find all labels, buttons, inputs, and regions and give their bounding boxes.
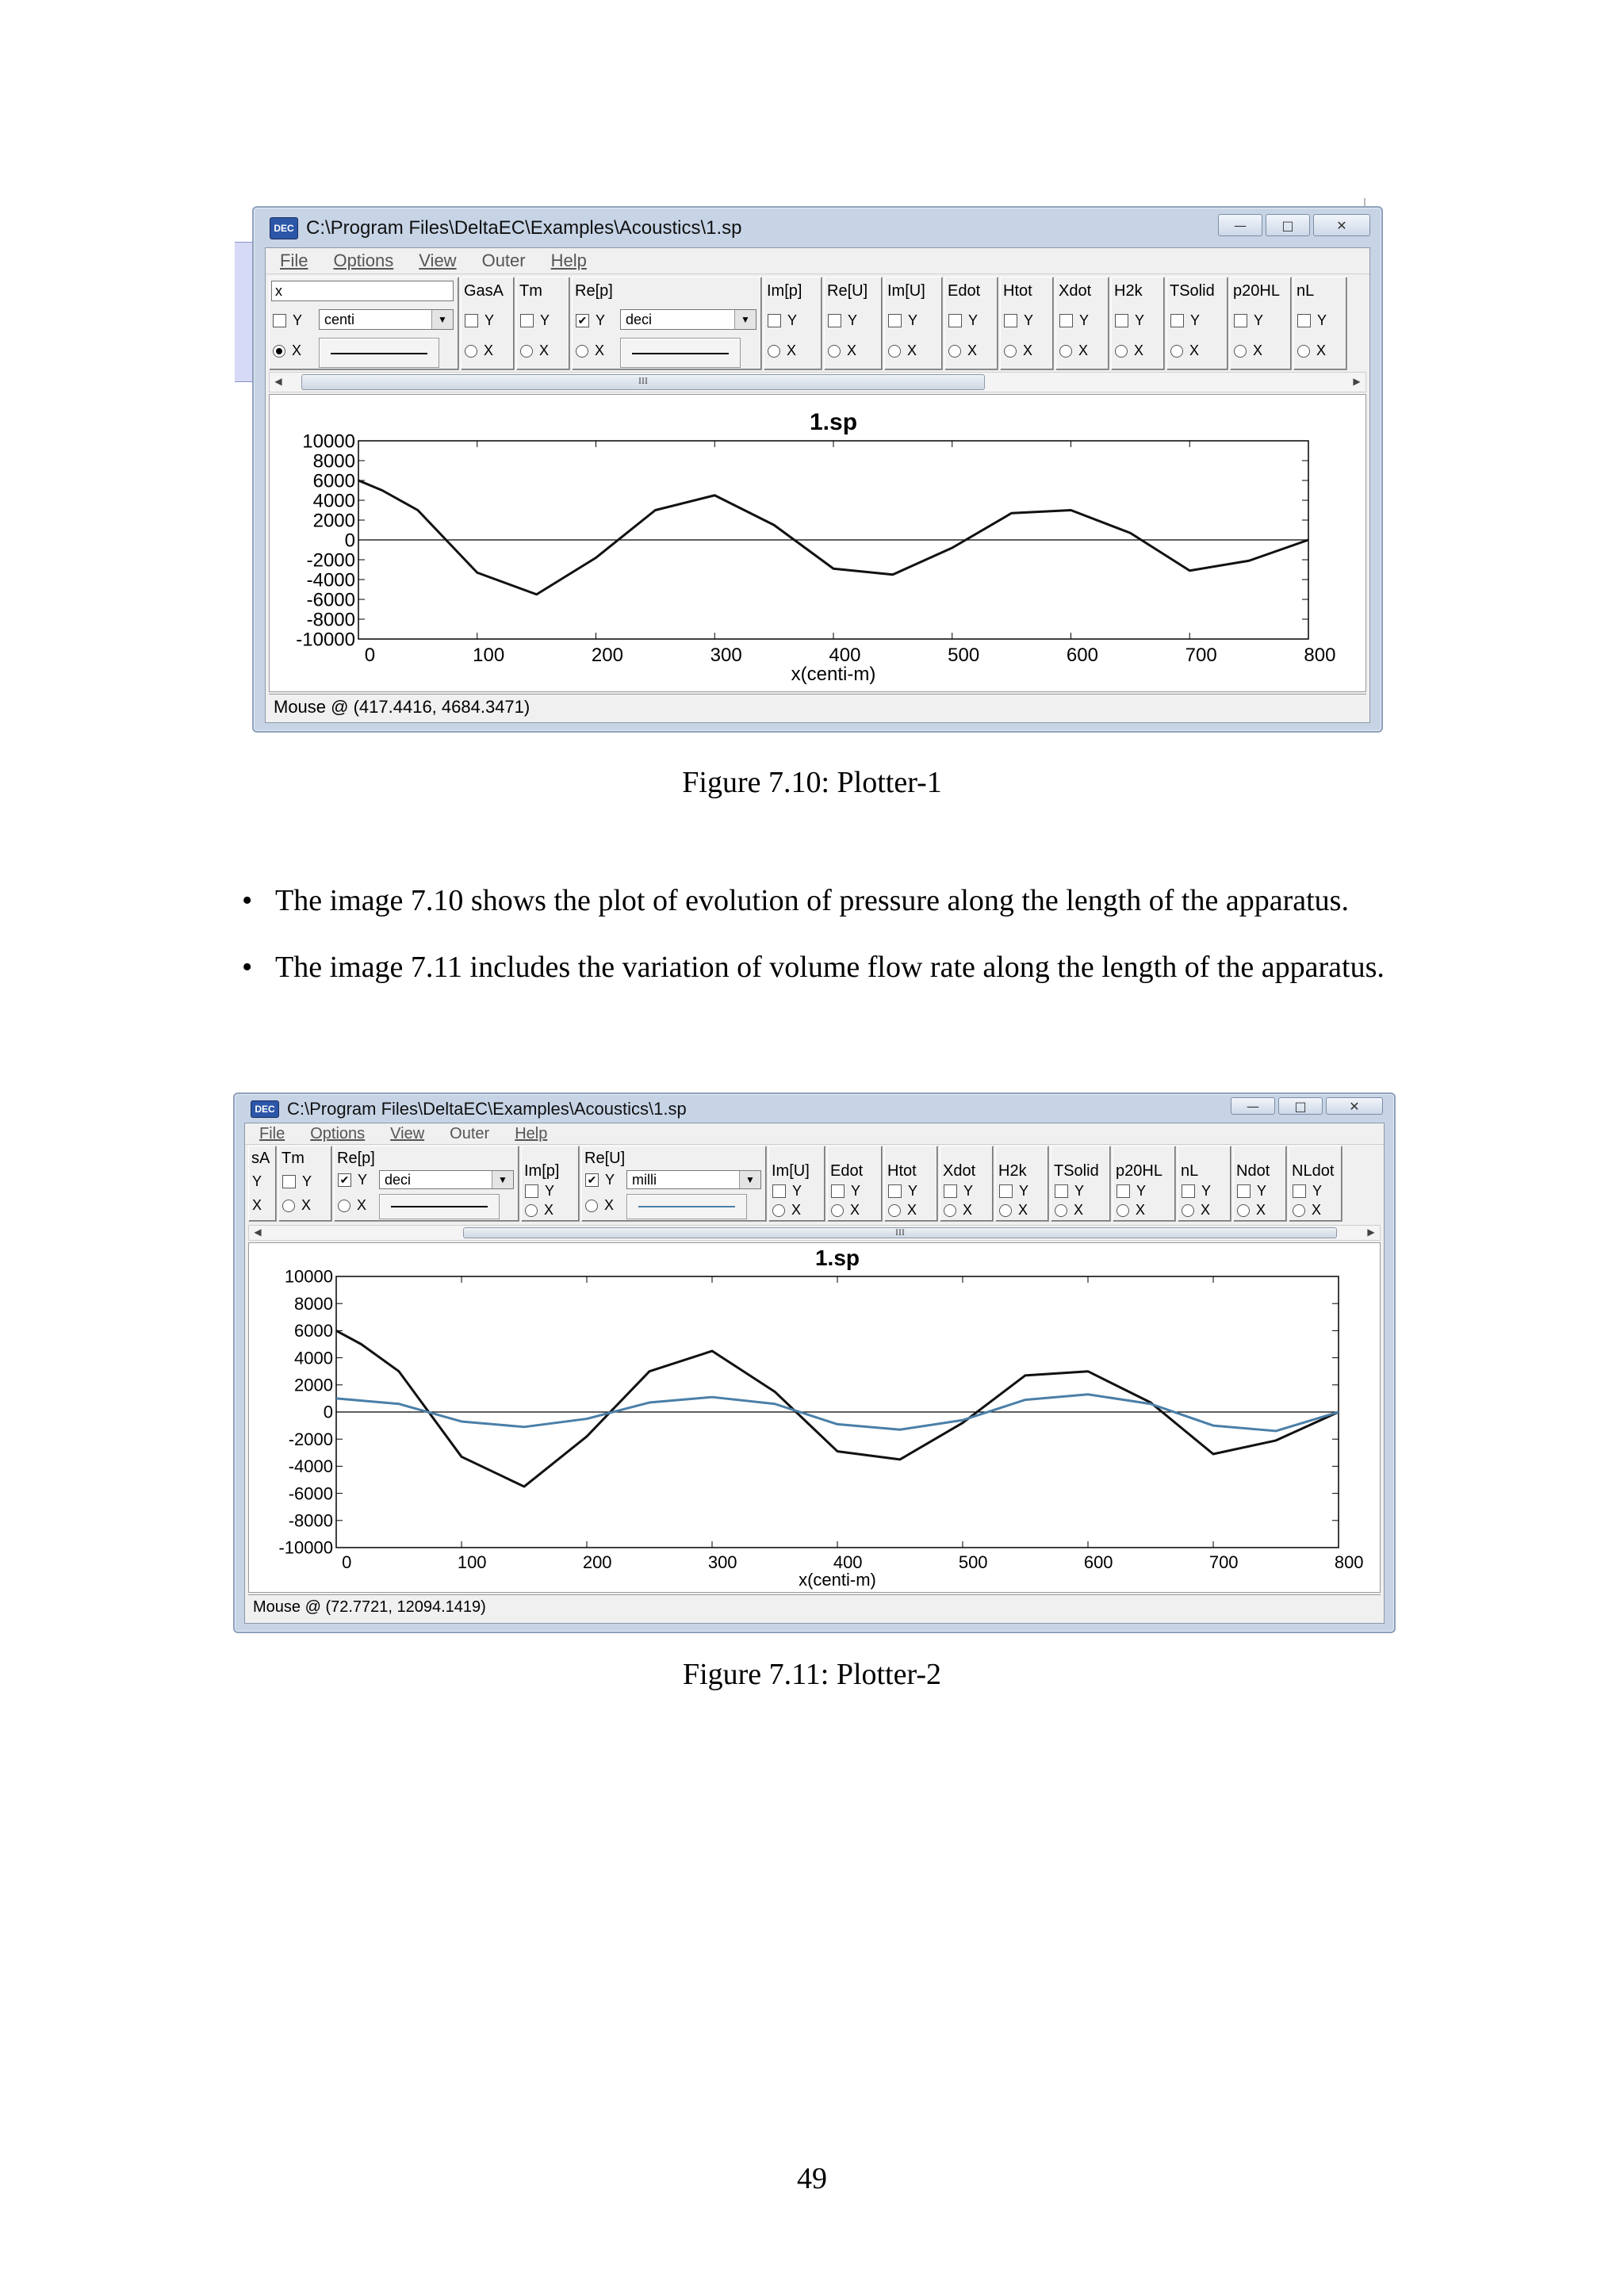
y-unit-select[interactable]: milli ▼ <box>626 1170 761 1189</box>
column-sa: sA Y X <box>248 1146 277 1222</box>
y-checkbox[interactable] <box>1004 314 1017 327</box>
x-radio[interactable] <box>1115 345 1128 358</box>
x-label: X <box>292 342 302 358</box>
x-radio[interactable] <box>1004 345 1017 358</box>
x-radio[interactable] <box>338 1200 350 1212</box>
x-radio[interactable] <box>525 1204 538 1217</box>
column-p20hl: p20HL Y X <box>1113 1146 1176 1222</box>
y-checkbox[interactable] <box>1182 1184 1195 1198</box>
x-radio[interactable] <box>768 345 780 358</box>
y-tick-label: -4000 <box>288 1456 333 1477</box>
scroll-left-arrow-icon[interactable]: ◀ <box>274 376 282 387</box>
pressure-chart <box>270 395 1365 691</box>
x-radio[interactable] <box>585 1200 598 1212</box>
x-unit-select[interactable]: centi ▼ <box>319 309 454 330</box>
y-tick-label: 2000 <box>312 510 355 532</box>
x-axis-label: x(centi-m) <box>791 664 876 685</box>
x-tick-label: 0 <box>364 645 376 666</box>
status-bar: Mouse @ (72.7721, 12094.1419) <box>248 1594 1381 1618</box>
line-style-picker[interactable] <box>626 1194 747 1219</box>
column-im-p: Im[p] Y X <box>521 1146 580 1222</box>
x-tick-label: 800 <box>1304 645 1336 666</box>
column-im-p: Im[p] Y X <box>764 277 822 370</box>
status-bar: Mouse @ (417.4416, 4684.3471) <box>269 694 1366 719</box>
column-ndot: Ndot Y X <box>1233 1146 1287 1222</box>
y-checkbox[interactable] <box>1234 314 1247 327</box>
minimize-button[interactable]: — <box>1218 214 1262 236</box>
x-tick-label: 700 <box>1208 1552 1239 1572</box>
menu-options[interactable]: Options <box>310 1124 366 1142</box>
y-tick-label: 2000 <box>294 1375 333 1395</box>
x-radio[interactable] <box>1055 1204 1067 1217</box>
y-tick-label: 10000 <box>284 1266 333 1287</box>
y-tick-label: 6000 <box>312 470 355 492</box>
x-radio[interactable] <box>1234 345 1247 358</box>
y-checkbox[interactable] <box>1055 1184 1068 1198</box>
bullet-list <box>242 880 1431 1013</box>
x-tick-label: 600 <box>1083 1552 1113 1572</box>
variable-columns <box>269 277 1366 370</box>
y-tick-label: 4000 <box>294 1348 333 1368</box>
figure-caption-2: Figure 7.11: Plotter-2 <box>682 1658 942 1691</box>
y-checkbox[interactable] <box>888 314 902 327</box>
x-tick-label: 500 <box>948 645 980 666</box>
y-tick-label: 6000 <box>294 1321 333 1341</box>
y-tick-label: -6000 <box>288 1483 333 1504</box>
x-radio[interactable] <box>1237 1204 1250 1217</box>
x-radio[interactable] <box>1059 345 1072 358</box>
y-checkbox[interactable] <box>828 314 841 327</box>
y-tick-label: 8000 <box>294 1293 333 1314</box>
y-row <box>273 312 302 329</box>
x-radio[interactable] <box>273 345 285 358</box>
y-checkbox-checked[interactable]: ✔ <box>576 314 589 327</box>
y-tick-label: -8000 <box>288 1510 333 1531</box>
y-tick-label: -10000 <box>278 1537 333 1558</box>
y-tick-label: 4000 <box>312 490 355 512</box>
x-tick-label: 200 <box>582 1552 612 1572</box>
y-checkbox[interactable] <box>1237 1184 1251 1198</box>
column-p20hl: p20HL Y X <box>1230 277 1292 370</box>
x-radio[interactable] <box>1293 1204 1305 1217</box>
variable-columns <box>248 1146 1381 1222</box>
column-gasa: GasA Y X <box>461 277 515 370</box>
column-im-u: Im[U] Y X <box>768 1146 825 1222</box>
y-checkbox-checked[interactable]: ✔ <box>338 1173 351 1187</box>
x-radio[interactable] <box>282 1200 295 1212</box>
column-xdot: Xdot Y X <box>1055 277 1109 370</box>
app-icon: DEC <box>251 1100 279 1118</box>
menu-options[interactable]: Options <box>333 251 394 270</box>
series-line-1 <box>336 1395 1339 1431</box>
x-tick-label: 200 <box>591 645 623 666</box>
y-checkbox[interactable] <box>525 1184 538 1198</box>
bullet-item: • The image 7.11 includes the variation of volume flow rate along the length of the apparatus. <box>242 951 1385 984</box>
close-button[interactable]: ✕ <box>1326 1097 1383 1115</box>
y-checkbox[interactable] <box>1170 314 1184 327</box>
pressure-flow-chart <box>249 1243 1380 1592</box>
x-tick-label: 100 <box>457 1552 487 1572</box>
y-tick-label: 0 <box>344 530 355 552</box>
y-tick-label: 10000 <box>302 430 355 453</box>
y-unit-select[interactable]: deci ▼ <box>620 309 756 330</box>
menu-help[interactable]: Help <box>515 1124 548 1142</box>
x-tick-label: 100 <box>473 645 505 666</box>
x-tick-label: 300 <box>710 645 742 666</box>
menu-file[interactable]: File <box>259 1124 285 1142</box>
page-number: 49 <box>797 2162 827 2195</box>
x-radio[interactable] <box>999 1204 1012 1217</box>
x-tick-label: 700 <box>1185 645 1217 666</box>
y-tick-label: -6000 <box>306 589 355 611</box>
bullet-item: • The image 7.10 shows the plot of evolution of pressure along the length of the apparatus. <box>242 884 1349 917</box>
scroll-right-arrow-icon[interactable]: ▶ <box>1367 1226 1375 1238</box>
y-label: Y <box>293 312 303 328</box>
chart-title: 1.sp <box>814 1246 860 1270</box>
close-button[interactable]: ✕ <box>1313 214 1370 236</box>
x-tick-label: 400 <box>833 1552 863 1572</box>
y-unit-select[interactable]: deci ▼ <box>379 1170 514 1189</box>
menu-bar <box>245 1123 1384 1145</box>
y-checkbox[interactable] <box>1116 1184 1130 1198</box>
y-checkbox[interactable] <box>1297 314 1311 327</box>
y-checkbox[interactable] <box>1293 1184 1306 1198</box>
window-client <box>265 247 1370 723</box>
menu-view[interactable]: View <box>390 1124 425 1142</box>
x-row <box>273 342 301 359</box>
column-tm: Tm Y X <box>278 1146 332 1222</box>
chart-title: 1.sp <box>809 409 858 435</box>
x-radio[interactable] <box>1116 1204 1129 1217</box>
figure-caption-1: Figure 7.10: Plotter-1 <box>682 766 942 799</box>
x-radio[interactable] <box>465 345 477 358</box>
menu-help[interactable]: Help <box>550 251 587 270</box>
plot-area[interactable] <box>269 394 1366 692</box>
x-tick-label: 300 <box>707 1552 737 1572</box>
x-tick-label: 600 <box>1066 645 1098 666</box>
column-htot: Htot Y X <box>1000 277 1054 370</box>
maximize-button[interactable]: □ <box>1266 214 1310 236</box>
title-bar[interactable] <box>239 1097 1389 1121</box>
column-nldot: NLdot Y X <box>1289 1146 1342 1222</box>
x-variable-input[interactable]: x <box>271 281 454 301</box>
line-style-picker[interactable] <box>319 338 439 368</box>
y-checkbox[interactable] <box>944 1184 957 1198</box>
x-radio[interactable] <box>944 1204 956 1217</box>
horizontal-scrollbar[interactable] <box>248 1225 1381 1241</box>
column-tm: Tm Y X <box>516 277 570 370</box>
menu-file[interactable]: File <box>280 251 308 270</box>
column-edot: Edot Y X <box>827 1146 883 1222</box>
y-tick-label: -10000 <box>296 629 355 651</box>
y-checkbox[interactable] <box>465 314 478 327</box>
plot-area[interactable] <box>248 1242 1381 1593</box>
x-radio[interactable] <box>1297 345 1310 358</box>
y-checkbox[interactable] <box>948 314 962 327</box>
column-xdot: Xdot Y X <box>940 1146 994 1222</box>
x-tick-label: 800 <box>1334 1552 1364 1572</box>
column-im-u: Im[U] Y X <box>884 277 943 370</box>
x-axis-label: x(centi-m) <box>799 1570 876 1590</box>
x-radio[interactable] <box>831 1204 844 1217</box>
y-tick-label: 8000 <box>312 450 355 473</box>
x-radio[interactable] <box>888 1204 901 1217</box>
column-h2k: H2k Y X <box>1111 277 1165 370</box>
app-icon: DEC <box>270 217 298 239</box>
bullet-text: The image 7.11 includes the variation of volume flow rate along the length of the apparatus. <box>275 951 1385 984</box>
column-tsolid: TSolid Y X <box>1051 1146 1111 1222</box>
x-radio[interactable] <box>1170 345 1183 358</box>
plotter-window-1 <box>252 206 1383 733</box>
y-checkbox[interactable] <box>273 314 286 327</box>
y-checkbox[interactable] <box>831 1184 845 1198</box>
line-style-picker[interactable] <box>379 1194 500 1219</box>
title-bar[interactable] <box>259 211 1377 246</box>
window-title: C:\Program Files\DeltaEC\Examples\Acoustics\1.sp <box>306 217 742 239</box>
line-style-picker[interactable] <box>620 338 741 368</box>
column-re-p: Re[p] ✔ Y deci ▼ X <box>572 277 762 370</box>
maximize-button[interactable]: □ <box>1278 1097 1323 1115</box>
x-radio[interactable] <box>576 345 588 358</box>
column-tsolid: TSolid Y X <box>1166 277 1228 370</box>
scroll-left-arrow-icon[interactable]: ◀ <box>254 1226 262 1238</box>
window-client <box>244 1123 1385 1624</box>
scroll-thumb[interactable]: III <box>301 374 985 390</box>
horizontal-scrollbar[interactable] <box>269 372 1366 392</box>
y-checkbox[interactable] <box>772 1184 786 1198</box>
column-x <box>269 277 459 370</box>
x-radio[interactable] <box>772 1204 785 1217</box>
y-tick-label: -4000 <box>306 569 355 591</box>
series-line-0 <box>336 1330 1339 1487</box>
y-checkbox[interactable] <box>520 314 534 327</box>
y-tick-label: 0 <box>323 1402 333 1422</box>
scroll-thumb[interactable]: III <box>463 1227 1337 1238</box>
x-radio[interactable] <box>828 345 841 358</box>
column-h2k: H2k Y X <box>995 1146 1049 1222</box>
menu-outer[interactable]: Outer <box>481 251 526 270</box>
y-checkbox[interactable] <box>768 314 781 327</box>
y-checkbox[interactable] <box>1059 314 1073 327</box>
x-tick-label: 0 <box>342 1552 352 1572</box>
x-tick-label: 400 <box>829 645 861 666</box>
y-tick-label: -2000 <box>288 1429 333 1449</box>
plotter-window-2 <box>233 1093 1396 1633</box>
minimize-button[interactable]: — <box>1231 1097 1275 1115</box>
column-edot: Edot Y X <box>944 277 998 370</box>
y-checkbox[interactable] <box>999 1184 1013 1198</box>
x-radio[interactable] <box>948 345 961 358</box>
menu-outer[interactable]: Outer <box>450 1124 490 1142</box>
x-radio[interactable] <box>520 345 533 358</box>
y-checkbox[interactable] <box>888 1184 902 1198</box>
column-nl: nL Y X <box>1178 1146 1231 1222</box>
scroll-right-arrow-icon[interactable]: ▶ <box>1353 376 1361 387</box>
y-tick-label: -2000 <box>306 549 355 572</box>
window-title: C:\Program Files\DeltaEC\Examples\Acoustics\1.sp <box>287 1099 687 1119</box>
y-tick-label: -8000 <box>306 609 355 631</box>
x-radio[interactable] <box>1182 1204 1194 1217</box>
series-line-0 <box>358 480 1308 595</box>
menu-bar <box>266 248 1369 274</box>
column-re-p: Re[p] ✔ Y deci ▼ X <box>334 1146 519 1222</box>
y-checkbox[interactable] <box>282 1175 296 1188</box>
bullet-text: The image 7.10 shows the plot of evolution of pressure along the length of the apparatus. <box>275 884 1349 917</box>
y-checkbox-checked[interactable]: ✔ <box>585 1173 599 1187</box>
menu-view[interactable]: View <box>419 251 457 270</box>
column-re-u: Re[U] Y X <box>824 277 883 370</box>
column-htot: Htot Y X <box>884 1146 938 1222</box>
y-checkbox[interactable] <box>1115 314 1128 327</box>
column-re-u: Re[U] ✔ Y milli ▼ X <box>581 1146 767 1222</box>
column-nl: nL Y X <box>1293 277 1347 370</box>
x-radio[interactable] <box>888 345 901 358</box>
x-tick-label: 500 <box>958 1552 988 1572</box>
